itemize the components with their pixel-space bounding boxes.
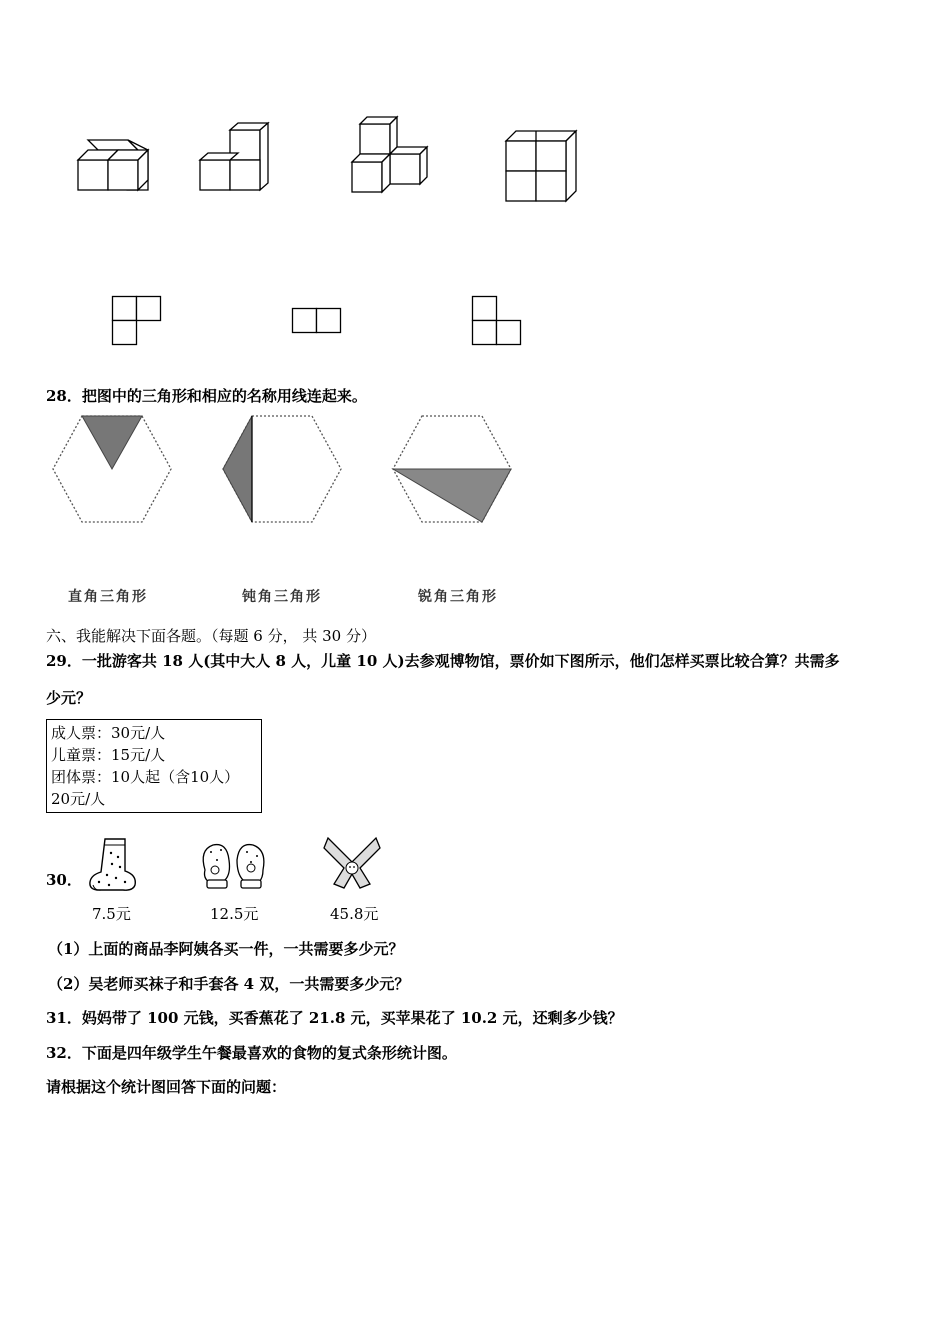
q32 (46, 1043, 457, 1063)
sock-icon (85, 835, 140, 895)
cube-figure-2 (195, 120, 285, 200)
view-shape-3 (472, 296, 524, 348)
label-acute-triangle: 锐角三角形 (418, 589, 498, 605)
q30-number: 30． (46, 871, 82, 889)
scarf-icon (322, 832, 384, 892)
q28-text: 把图中的三角形和相应的名称用线连起来。 (81, 387, 367, 405)
q29-line1 (46, 651, 840, 671)
hexagon-obtuse-triangle (220, 413, 345, 525)
label-obtuse-triangle: 钝角三角形 (242, 589, 322, 605)
price-mittens: 12.5元 (210, 905, 259, 923)
cube-figure-3 (345, 112, 440, 202)
q32-number: 32． (46, 1044, 82, 1062)
q28 (46, 386, 367, 406)
price-group-rate: 20元/人 (51, 790, 106, 808)
view-shape-2 (292, 308, 344, 336)
price-box (46, 719, 262, 813)
view-shape-1 (112, 296, 164, 348)
hexagon-right-triangle (50, 413, 175, 525)
q32-follow: 请根据这个统计图回答下面的问题： (46, 1078, 287, 1096)
mittens-icon (197, 840, 272, 895)
q30-sub1: （1）上面的商品李阿姨各买一件，一共需要多少元？ (48, 940, 404, 958)
label-right-triangle: 直角三角形 (68, 589, 148, 605)
q31 (46, 1008, 623, 1028)
price-sock: 7.5元 (92, 905, 131, 923)
section-title: 六、我能解决下面各题。（每题 6 分， 共 30 分） (46, 627, 376, 645)
q32-text: 下面是四年级学生午餐最喜欢的食物的复式条形统计图。 (81, 1044, 457, 1062)
cube-figure-4 (500, 125, 590, 210)
q29-line2: 少元？ (46, 689, 92, 707)
q31-number: 31． (46, 1009, 82, 1027)
hexagon-acute-triangle (390, 413, 515, 525)
price-child: 儿童票：15元/人 (51, 746, 166, 764)
q28-number: 28． (46, 387, 82, 405)
q31-text: 妈妈带了 100 元钱，买香蕉花了 21.8 元，买苹果花了 10.2 元，还剩多少钱？ (81, 1009, 623, 1027)
price-scarf: 45.8元 (330, 905, 379, 923)
q29-number: 29． (46, 652, 82, 670)
cube-figure-1 (70, 135, 160, 195)
price-adult: 成人票：30元/人 (51, 724, 166, 742)
price-group: 团体票：10人起（含10人） (51, 768, 240, 786)
q29-text: 一批游客共 18 人(其中大人 8 人，儿童 10 人)去参观博物馆，票价如下图所示，他们怎样买票比较合算？共需多 (81, 652, 840, 670)
q30-sub2: （2）吴老师买袜子和手套各 4 双，一共需要多少元？ (48, 975, 410, 993)
